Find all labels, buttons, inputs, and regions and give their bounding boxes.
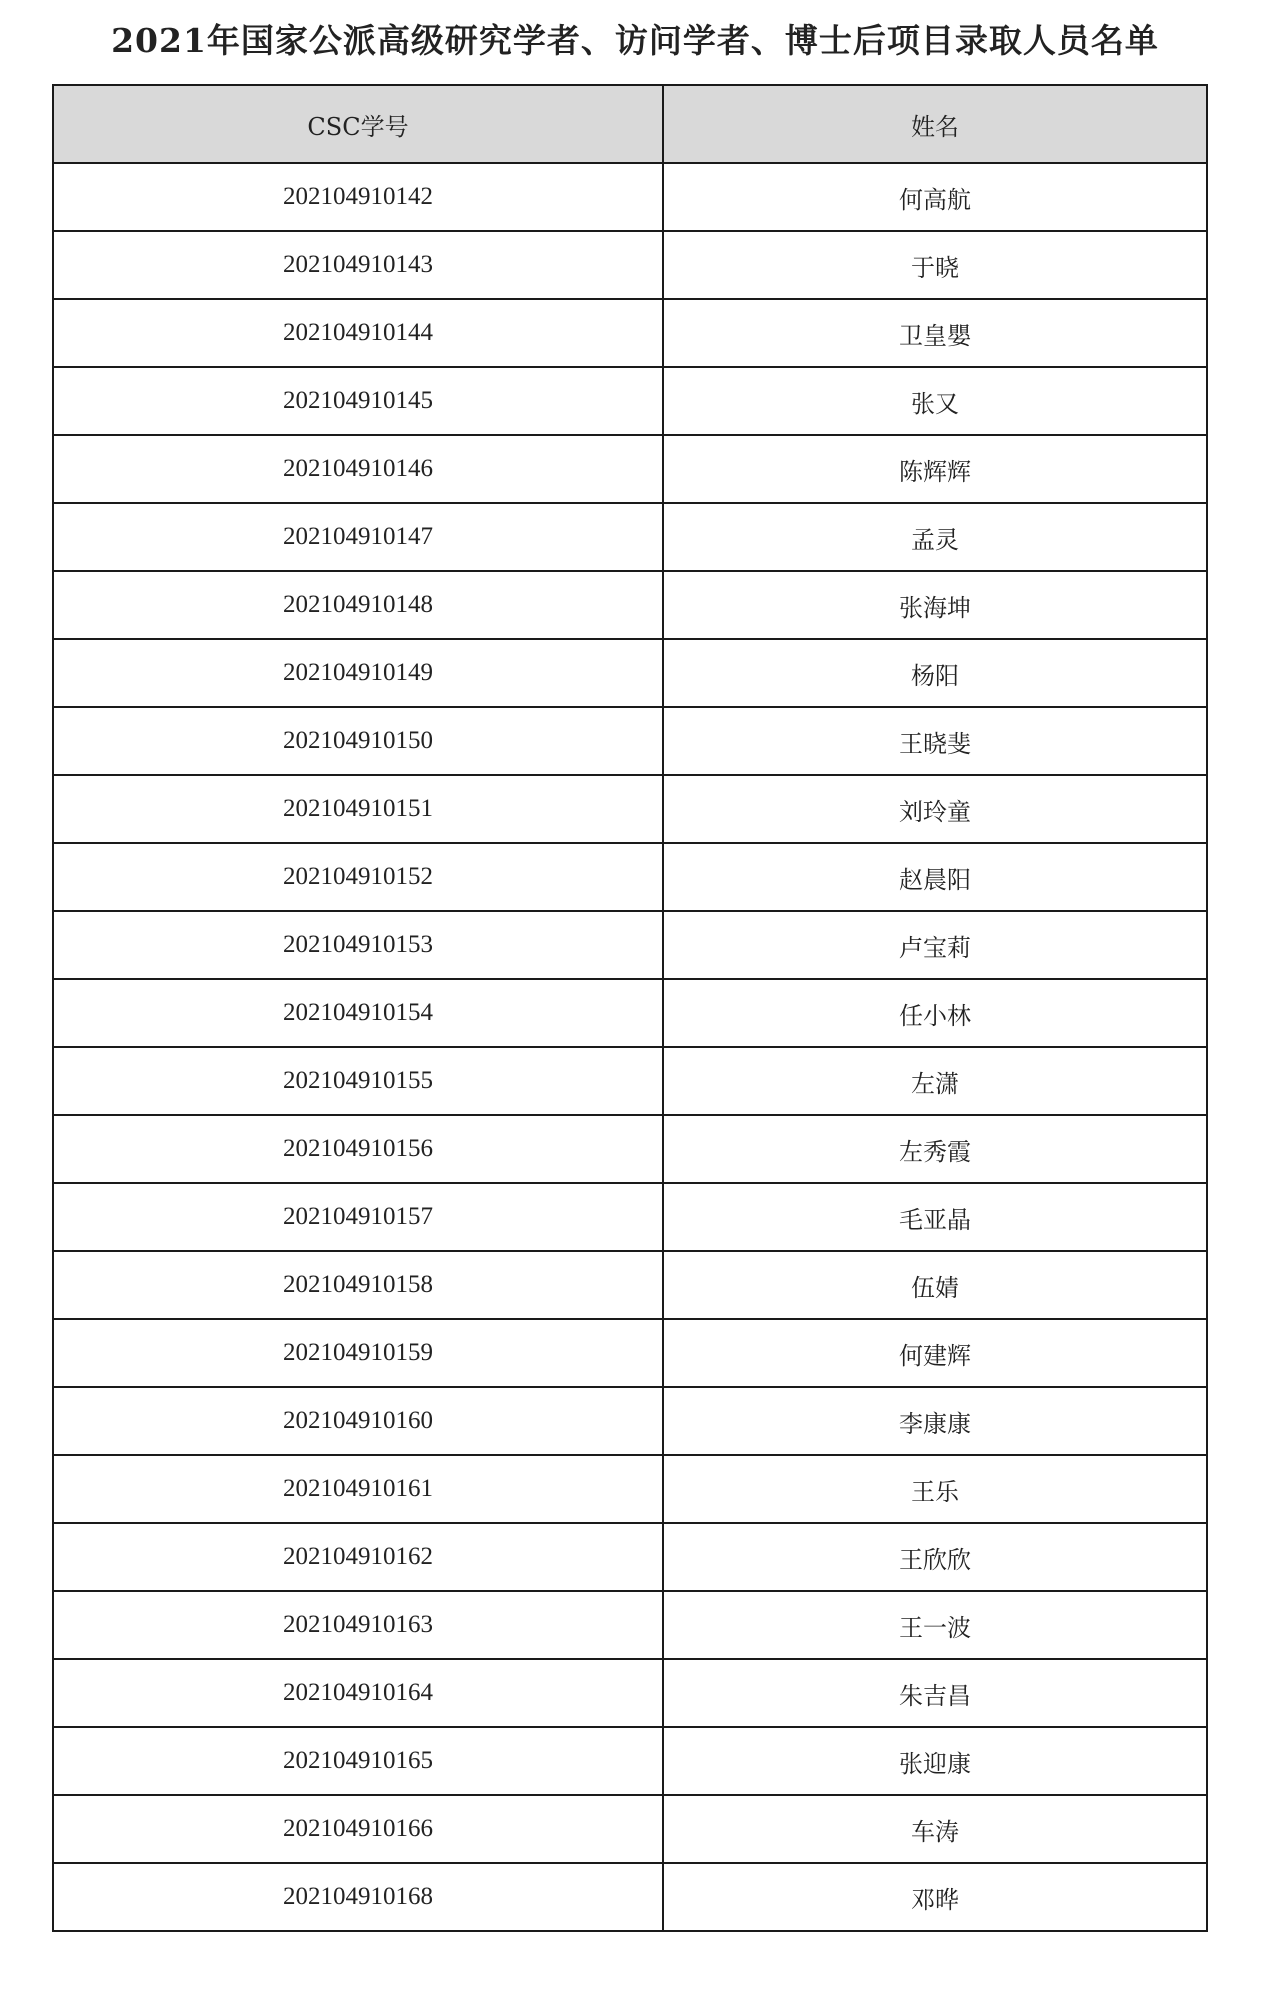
name-cell: 李康康 — [663, 1387, 1207, 1455]
table-row — [53, 1319, 1207, 1387]
name-cell: 王晓斐 — [663, 707, 1207, 775]
table-row — [53, 163, 1207, 231]
table-row — [53, 1183, 1207, 1251]
csc-id-cell: 202104910154 — [53, 979, 663, 1047]
csc-id-cell: 202104910155 — [53, 1047, 663, 1115]
name-cell: 王欣欣 — [663, 1523, 1207, 1591]
table-row — [53, 979, 1207, 1047]
name-cell: 王乐 — [663, 1455, 1207, 1523]
name-cell: 何高航 — [663, 163, 1207, 231]
table-row — [53, 775, 1207, 843]
name-cell: 赵晨阳 — [663, 843, 1207, 911]
table-row — [53, 1795, 1207, 1863]
csc-id-cell: 202104910150 — [53, 707, 663, 775]
table-row — [53, 1455, 1207, 1523]
name-cell: 杨阳 — [663, 639, 1207, 707]
table-row — [53, 1727, 1207, 1795]
csc-id-cell: 202104910162 — [53, 1523, 663, 1591]
csc-id-cell: 202104910156 — [53, 1115, 663, 1183]
document-title: 2021年国家公派高级研究学者、访问学者、博士后项目录取人员名单 — [111, 21, 1159, 60]
table-row — [53, 1659, 1207, 1727]
csc-id-cell: 202104910165 — [53, 1727, 663, 1795]
csc-id-cell: 202104910163 — [53, 1591, 663, 1659]
csc-id-cell: 202104910147 — [53, 503, 663, 571]
name-cell: 张海坤 — [663, 571, 1207, 639]
table-row — [53, 1387, 1207, 1455]
table-header — [53, 85, 1207, 163]
name-cell: 卢宝莉 — [663, 911, 1207, 979]
csc-id-cell: 202104910143 — [53, 231, 663, 299]
name-cell: 左秀霞 — [663, 1115, 1207, 1183]
csc-id-cell: 202104910168 — [53, 1863, 663, 1931]
csc-id-cell: 202104910145 — [53, 367, 663, 435]
header-row — [53, 85, 1207, 163]
name-cell: 车涛 — [663, 1795, 1207, 1863]
table-row — [53, 571, 1207, 639]
table-row — [53, 911, 1207, 979]
name-cell: 王一波 — [663, 1591, 1207, 1659]
table-row — [53, 1863, 1207, 1931]
csc-id-cell: 202104910160 — [53, 1387, 663, 1455]
table-row — [53, 843, 1207, 911]
table-row — [53, 503, 1207, 571]
name-cell: 伍婧 — [663, 1251, 1207, 1319]
table-row — [53, 367, 1207, 435]
table-row — [53, 639, 1207, 707]
csc-id-cell: 202104910148 — [53, 571, 663, 639]
csc-id-cell: 202104910166 — [53, 1795, 663, 1863]
table-row — [53, 1591, 1207, 1659]
table-row — [53, 1251, 1207, 1319]
table-row — [53, 231, 1207, 299]
csc-id-cell: 202104910142 — [53, 163, 663, 231]
name-cell: 毛亚晶 — [663, 1183, 1207, 1251]
name-cell: 何建辉 — [663, 1319, 1207, 1387]
admission-list-table — [52, 84, 1208, 1932]
column-header-name: 姓名 — [663, 85, 1207, 163]
name-cell: 陈辉辉 — [663, 435, 1207, 503]
name-cell: 任小林 — [663, 979, 1207, 1047]
csc-id-cell: 202104910164 — [53, 1659, 663, 1727]
csc-id-cell: 202104910158 — [53, 1251, 663, 1319]
csc-id-cell: 202104910153 — [53, 911, 663, 979]
column-header-csc-id: CSC学号 — [53, 85, 663, 163]
csc-id-cell: 202104910159 — [53, 1319, 663, 1387]
csc-id-cell: 202104910149 — [53, 639, 663, 707]
table-body — [53, 163, 1207, 1931]
table-row — [53, 1047, 1207, 1115]
csc-id-cell: 202104910157 — [53, 1183, 663, 1251]
table-row — [53, 435, 1207, 503]
csc-id-cell: 202104910144 — [53, 299, 663, 367]
name-cell: 卫皇嬰 — [663, 299, 1207, 367]
name-cell: 于晓 — [663, 231, 1207, 299]
table-row — [53, 1523, 1207, 1591]
table-row — [53, 707, 1207, 775]
name-cell: 张又 — [663, 367, 1207, 435]
csc-id-cell: 202104910161 — [53, 1455, 663, 1523]
csc-id-cell: 202104910151 — [53, 775, 663, 843]
name-cell: 邓晔 — [663, 1863, 1207, 1931]
csc-id-cell: 202104910152 — [53, 843, 663, 911]
table-row — [53, 299, 1207, 367]
name-cell: 张迎康 — [663, 1727, 1207, 1795]
name-cell: 左潇 — [663, 1047, 1207, 1115]
table-row — [53, 1115, 1207, 1183]
name-cell: 孟灵 — [663, 503, 1207, 571]
name-cell: 刘玲童 — [663, 775, 1207, 843]
name-cell: 朱吉昌 — [663, 1659, 1207, 1727]
csc-id-cell: 202104910146 — [53, 435, 663, 503]
